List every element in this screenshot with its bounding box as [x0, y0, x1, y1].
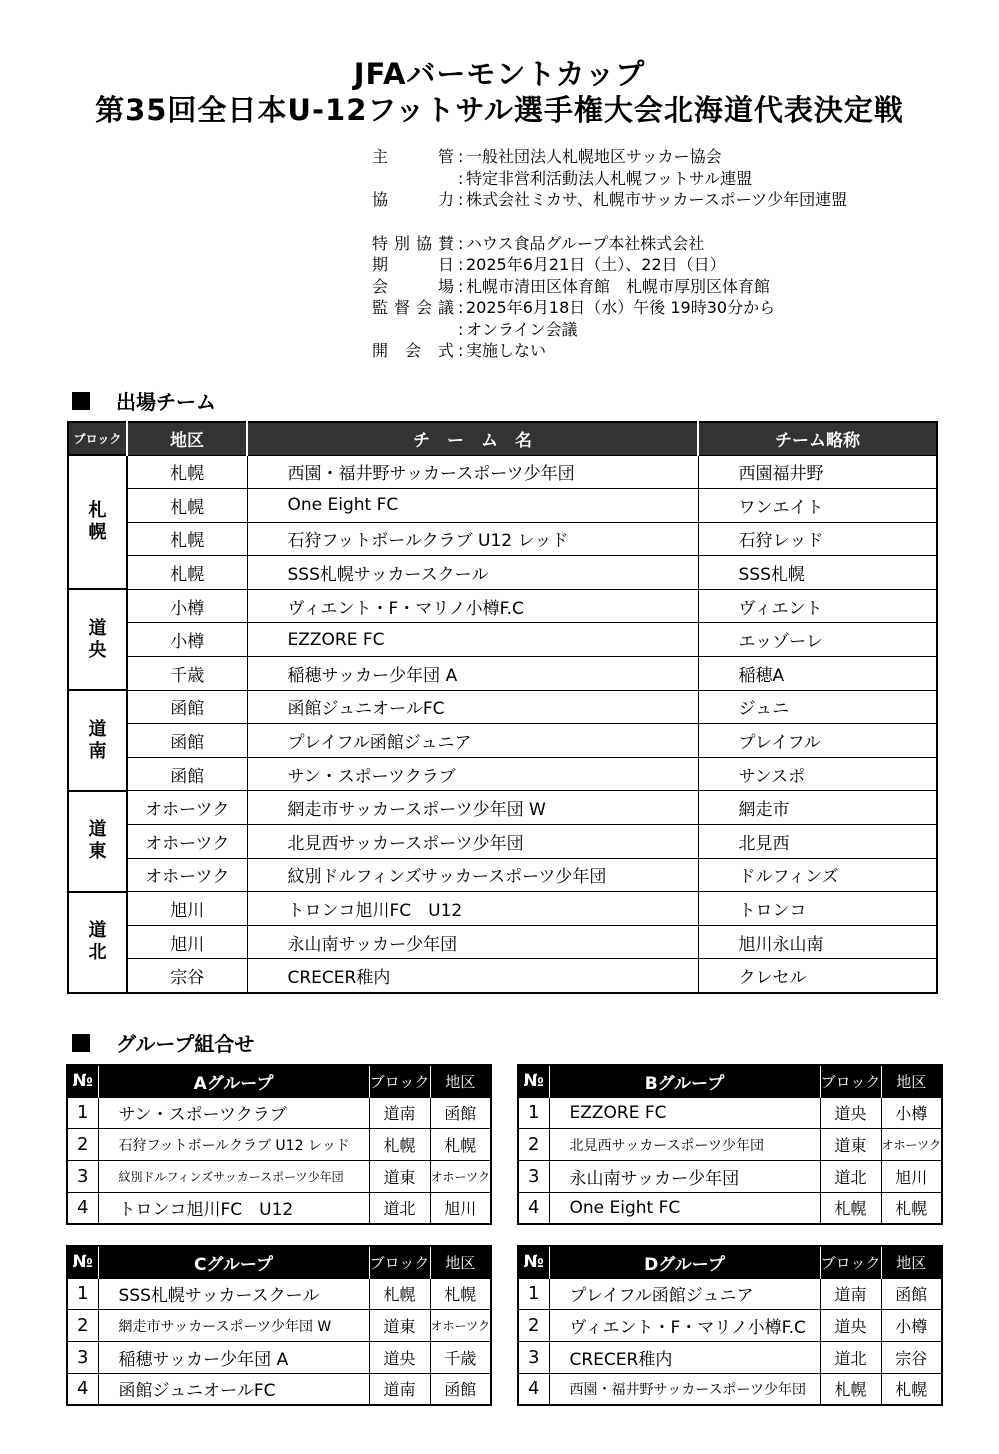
info-label-char: 管 — [437, 147, 454, 166]
section-teams-heading — [72, 386, 216, 415]
info-label — [372, 189, 458, 211]
section-groups-label: グループ組合せ — [116, 1032, 255, 1056]
group-team-name: ヴィエント・F・マリノ小樽F.C — [549, 1310, 820, 1342]
info-row — [372, 189, 847, 211]
group-team-area: 函館 — [430, 1373, 491, 1405]
group-row — [518, 1160, 942, 1192]
team-row — [68, 791, 937, 825]
group-header-area: 地区 — [881, 1065, 942, 1097]
group-team-area: 旭川 — [881, 1160, 942, 1192]
info-label-char: 別 — [393, 233, 410, 253]
block-char: 札 — [88, 500, 107, 522]
group-table-b — [517, 1064, 943, 1225]
info-label-char: 特 — [372, 233, 389, 253]
info-separator: : — [458, 298, 464, 317]
group-header-row — [518, 1065, 942, 1097]
teams-header-row — [68, 422, 937, 455]
team-row — [68, 757, 937, 791]
info-row — [372, 254, 847, 276]
group-header-area: 地区 — [881, 1246, 942, 1278]
group-row-no: 4 — [518, 1192, 549, 1224]
info-separator: : — [458, 319, 464, 339]
group-header-no: № — [67, 1246, 98, 1278]
group-header-row — [67, 1246, 491, 1278]
info-label-char: 会 — [372, 276, 389, 296]
info-row — [372, 168, 847, 190]
info-spacer — [372, 211, 847, 233]
info-label — [372, 276, 458, 298]
group-row-no: 3 — [67, 1341, 98, 1373]
team-row — [68, 690, 937, 724]
block-char: 道 — [88, 617, 107, 639]
group-team-name: EZZORE FC — [549, 1097, 820, 1129]
area-cell: 札幌 — [127, 522, 247, 556]
group-header-area: 地区 — [430, 1065, 491, 1097]
group-header-no: № — [518, 1246, 549, 1278]
group-title: Bグループ — [549, 1065, 820, 1097]
group-team-name: 北見西サッカースポーツ少年団 — [549, 1129, 820, 1161]
team-row — [68, 657, 937, 691]
team-abbr-cell: SSS札幌 — [698, 556, 937, 590]
group-team-block: 道南 — [369, 1373, 430, 1405]
block-cell — [68, 690, 127, 791]
group-team-name: 紋別ドルフィンズサッカースポーツ少年団 — [98, 1160, 369, 1192]
info-row — [372, 319, 847, 341]
group-title: Cグループ — [98, 1246, 369, 1278]
team-row — [68, 623, 937, 657]
group-row — [518, 1278, 942, 1310]
group-header-block: ブロック — [820, 1065, 881, 1097]
area-cell: 宗谷 — [127, 959, 247, 993]
team-abbr-cell: トロンコ — [698, 892, 937, 926]
title-line-1: JFAバーモントカップ — [353, 57, 646, 91]
block-char: 東 — [88, 841, 107, 863]
team-abbr-cell: サンスポ — [698, 757, 937, 791]
info-label — [372, 297, 458, 319]
header-block: ブロック — [68, 422, 127, 455]
group-header-block: ブロック — [369, 1246, 430, 1278]
info-label-char: 協 — [372, 190, 389, 209]
group-team-name: 函館ジュニオールFC — [98, 1373, 369, 1405]
group-row — [518, 1341, 942, 1373]
group-header-area: 地区 — [430, 1246, 491, 1278]
area-cell: 函館 — [127, 690, 247, 724]
group-table-d — [517, 1245, 943, 1406]
area-cell: 函館 — [127, 757, 247, 791]
group-team-area: 札幌 — [430, 1278, 491, 1310]
group-team-name: トロンコ旭川FC U12 — [98, 1192, 369, 1224]
group-row-no: 3 — [67, 1160, 98, 1192]
group-header-block: ブロック — [369, 1065, 430, 1097]
team-row — [68, 455, 937, 489]
info-row — [372, 233, 847, 255]
info-value: 2025年6月21日（土）、22日（日） — [466, 255, 726, 274]
group-team-block: 道東 — [369, 1160, 430, 1192]
group-team-area: 旭川 — [430, 1192, 491, 1224]
team-name-cell: 北見西サッカースポーツ少年団 — [247, 825, 698, 859]
team-abbr-cell: 稲穂A — [698, 657, 937, 691]
group-row-no: 4 — [67, 1373, 98, 1405]
group-team-area: 札幌 — [881, 1192, 942, 1224]
block-char: 南 — [88, 740, 107, 762]
team-name-cell: 永山南サッカー少年団 — [247, 925, 698, 959]
info-row — [372, 340, 847, 362]
team-row — [68, 858, 937, 892]
info-row — [372, 146, 847, 168]
info-separator: : — [458, 255, 464, 274]
group-row — [518, 1373, 942, 1405]
group-team-block: 札幌 — [369, 1129, 430, 1161]
group-header-no: № — [67, 1065, 98, 1097]
area-cell: オホーツク — [127, 825, 247, 859]
team-row — [68, 892, 937, 926]
info-label — [372, 254, 458, 276]
team-row — [68, 825, 937, 859]
group-row — [518, 1097, 942, 1129]
group-row — [518, 1129, 942, 1161]
info-label — [372, 168, 458, 190]
header-abbr: チーム略称 — [698, 422, 937, 455]
info-label-char: 会 — [415, 298, 432, 317]
title-line-2: 第35回全日本U-12フットサル選手権大会北海道代表決定戦 — [95, 93, 904, 127]
team-row — [68, 589, 937, 623]
team-abbr-cell: ドルフィンズ — [698, 858, 937, 892]
section-teams-label: 出場チーム — [116, 390, 216, 414]
info-value: 札幌市清田区体育館 札幌市厚別区体育館 — [466, 276, 771, 296]
info-value: ハウス食品グループ本社株式会社 — [466, 233, 705, 253]
group-title: Aグループ — [98, 1065, 369, 1097]
info-value: 実施しない — [466, 341, 547, 360]
info-label-char: 場 — [437, 276, 454, 296]
team-row — [68, 724, 937, 758]
block-char: 幌 — [88, 522, 107, 544]
info-separator: : — [458, 168, 464, 188]
team-name-cell: 西園・福井野サッカースポーツ少年団 — [247, 455, 698, 489]
info-label-char: 式 — [437, 341, 454, 360]
team-name-cell: CRECER稚内 — [247, 959, 698, 993]
group-team-name: 石狩フットボールクラブ U12 レッド — [98, 1129, 369, 1161]
group-row-no: 1 — [518, 1278, 549, 1310]
header-team-name: チ ー ム 名 — [247, 422, 698, 455]
info-row — [372, 276, 847, 298]
group-team-area: 札幌 — [881, 1373, 942, 1405]
group-team-name: 網走市サッカースポーツ少年団 W — [98, 1310, 369, 1342]
group-row-no: 4 — [67, 1192, 98, 1224]
group-team-area: 宗谷 — [881, 1341, 942, 1373]
group-row — [67, 1278, 491, 1310]
group-team-name: 永山南サッカー少年団 — [549, 1160, 820, 1192]
group-team-block: 道北 — [369, 1192, 430, 1224]
group-row-no: 1 — [518, 1097, 549, 1129]
info-label-char: 日 — [437, 255, 454, 274]
group-header-row — [518, 1246, 942, 1278]
group-team-area: オホーツク — [430, 1160, 491, 1192]
group-row — [67, 1341, 491, 1373]
group-row-no: 2 — [67, 1129, 98, 1161]
team-abbr-cell: プレイフル — [698, 724, 937, 758]
group-team-name: 稲穂サッカー少年団 A — [98, 1341, 369, 1373]
area-cell: オホーツク — [127, 791, 247, 825]
block-char: 道 — [88, 920, 107, 942]
group-team-block: 道央 — [820, 1310, 881, 1342]
team-name-cell: トロンコ旭川FC U12 — [247, 892, 698, 926]
info-label-char: 期 — [372, 255, 389, 274]
group-team-block: 道央 — [369, 1341, 430, 1373]
info-value: 株式会社ミカサ、札幌市サッカースポーツ少年団連盟 — [466, 190, 848, 209]
block-char: 道 — [88, 819, 107, 841]
group-team-block: 道東 — [369, 1310, 430, 1342]
team-abbr-cell: 石狩レッド — [698, 522, 937, 556]
block-cell — [68, 589, 127, 690]
area-cell: 小樽 — [127, 623, 247, 657]
team-abbr-cell: 旭川永山南 — [698, 925, 937, 959]
block-cell — [68, 455, 127, 589]
group-team-name: 西園・福井野サッカースポーツ少年団 — [549, 1373, 820, 1405]
info-label-char: 議 — [437, 298, 454, 317]
group-team-name: プレイフル函館ジュニア — [549, 1278, 820, 1310]
block-char: 央 — [88, 639, 107, 661]
info-label — [372, 146, 458, 168]
team-name-cell: 紋別ドルフィンズサッカースポーツ少年団 — [247, 858, 698, 892]
team-name-cell: One Eight FC — [247, 489, 698, 523]
info-label-char: 賛 — [437, 233, 454, 253]
info-value: 特定非営利活動法人札幌フットサル連盟 — [466, 168, 753, 188]
group-row — [67, 1310, 491, 1342]
team-name-cell: サン・スポーツクラブ — [247, 757, 698, 791]
group-header-no: № — [518, 1065, 549, 1097]
team-name-cell: 網走市サッカースポーツ少年団 W — [247, 791, 698, 825]
header-area: 地区 — [127, 422, 247, 455]
group-team-area: 函館 — [881, 1278, 942, 1310]
group-row — [518, 1192, 942, 1224]
block-cell — [68, 892, 127, 993]
area-cell: 札幌 — [127, 455, 247, 489]
event-info — [372, 146, 847, 362]
team-abbr-cell: ヴィエント — [698, 589, 937, 623]
group-header-block: ブロック — [820, 1246, 881, 1278]
group-team-block: 札幌 — [820, 1373, 881, 1405]
team-abbr-cell: クレセル — [698, 959, 937, 993]
group-row — [67, 1097, 491, 1129]
info-separator: : — [458, 341, 464, 360]
team-row — [68, 522, 937, 556]
info-value: 2025年6月18日（水）午後 19時30分から — [466, 298, 776, 317]
group-team-area: 札幌 — [430, 1129, 491, 1161]
group-team-block: 道東 — [820, 1129, 881, 1161]
info-label-char: 督 — [393, 298, 410, 317]
group-team-block: 道南 — [820, 1278, 881, 1310]
group-team-block: 札幌 — [820, 1192, 881, 1224]
group-team-block: 札幌 — [369, 1278, 430, 1310]
group-row-no: 2 — [67, 1310, 98, 1342]
team-abbr-cell: ジュニ — [698, 690, 937, 724]
group-team-name: CRECER稚内 — [549, 1341, 820, 1373]
area-cell: 千歳 — [127, 657, 247, 691]
square-bullet-icon — [72, 392, 90, 410]
info-label-char: 会 — [404, 341, 421, 360]
group-table-c — [66, 1245, 492, 1406]
group-table-a — [66, 1064, 492, 1225]
group-team-block: 道北 — [820, 1341, 881, 1373]
info-value: オンライン会議 — [466, 319, 578, 339]
section-groups-heading — [72, 1028, 254, 1057]
team-name-cell: ヴィエント・F・マリノ小樽F.C — [247, 589, 698, 623]
group-title: Dグループ — [549, 1246, 820, 1278]
square-bullet-icon — [72, 1034, 90, 1052]
group-team-area: オホーツク — [430, 1310, 491, 1342]
group-row — [67, 1160, 491, 1192]
group-team-block: 道南 — [369, 1097, 430, 1129]
group-row — [67, 1373, 491, 1405]
group-row-no: 3 — [518, 1160, 549, 1192]
team-row — [68, 556, 937, 590]
team-abbr-cell: 網走市 — [698, 791, 937, 825]
group-row — [518, 1310, 942, 1342]
teams-table — [67, 421, 938, 994]
group-team-name: One Eight FC — [549, 1192, 820, 1224]
team-name-cell: EZZORE FC — [247, 623, 698, 657]
team-row — [68, 959, 937, 993]
team-name-cell: 函館ジュニオールFC — [247, 690, 698, 724]
team-row — [68, 925, 937, 959]
info-label-char: 主 — [372, 147, 389, 166]
area-cell: オホーツク — [127, 858, 247, 892]
group-row-no: 3 — [518, 1341, 549, 1373]
group-team-block: 道北 — [820, 1160, 881, 1192]
team-name-cell: 石狩フットボールクラブ U12 レッド — [247, 522, 698, 556]
team-abbr-cell: 北見西 — [698, 825, 937, 859]
team-name-cell: SSS札幌サッカースクール — [247, 556, 698, 590]
info-label — [372, 319, 458, 341]
info-label — [372, 233, 458, 255]
area-cell: 札幌 — [127, 489, 247, 523]
group-team-name: サン・スポーツクラブ — [98, 1097, 369, 1129]
team-name-cell: プレイフル函館ジュニア — [247, 724, 698, 758]
group-row-no: 2 — [518, 1310, 549, 1342]
block-char: 道 — [88, 718, 107, 740]
team-abbr-cell: 西園福井野 — [698, 455, 937, 489]
info-label-char: 協 — [415, 233, 432, 253]
area-cell: 函館 — [127, 724, 247, 758]
info-separator: : — [458, 147, 464, 166]
group-team-area: 小樽 — [881, 1310, 942, 1342]
group-header-row — [67, 1065, 491, 1097]
group-team-area: オホーツク — [881, 1129, 942, 1161]
group-team-block: 道央 — [820, 1097, 881, 1129]
group-row-no: 1 — [67, 1097, 98, 1129]
area-cell: 札幌 — [127, 556, 247, 590]
team-name-cell: 稲穂サッカー少年団 A — [247, 657, 698, 691]
team-abbr-cell: ワンエイト — [698, 489, 937, 523]
info-row — [372, 297, 847, 319]
group-row-no: 1 — [67, 1278, 98, 1310]
group-row — [67, 1129, 491, 1161]
team-abbr-cell: エッゾーレ — [698, 623, 937, 657]
info-separator: : — [458, 276, 464, 296]
group-team-area: 小樽 — [881, 1097, 942, 1129]
group-team-name: SSS札幌サッカースクール — [98, 1278, 369, 1310]
info-value: 一般社団法人札幌地区サッカー協会 — [466, 147, 722, 166]
area-cell: 旭川 — [127, 892, 247, 926]
info-label-char: 開 — [372, 341, 389, 360]
info-separator: : — [458, 233, 464, 253]
group-team-area: 千歳 — [430, 1341, 491, 1373]
group-row-no: 4 — [518, 1373, 549, 1405]
info-label — [372, 340, 458, 362]
team-row — [68, 489, 937, 523]
block-char: 北 — [88, 942, 107, 964]
area-cell: 小樽 — [127, 589, 247, 623]
group-team-area: 函館 — [430, 1097, 491, 1129]
area-cell: 旭川 — [127, 925, 247, 959]
info-label-char: 監 — [372, 298, 389, 317]
group-row — [67, 1192, 491, 1224]
info-label-char: 力 — [437, 190, 454, 209]
group-row-no: 2 — [518, 1129, 549, 1161]
info-separator: : — [458, 190, 464, 209]
block-cell — [68, 791, 127, 892]
